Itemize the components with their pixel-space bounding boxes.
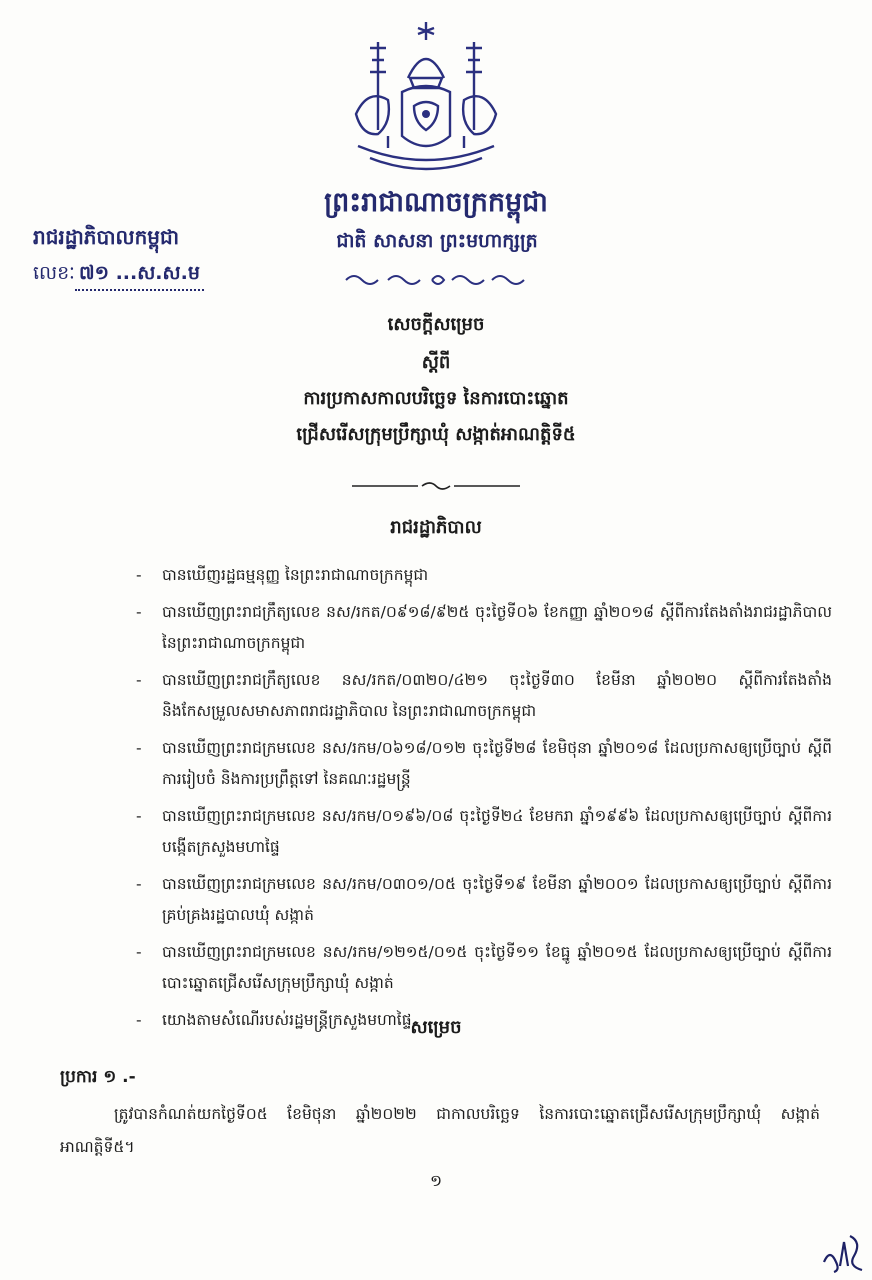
document-title-line-2: ជ្រើសរើសក្រុមប្រឹក្សាឃុំ សង្កាត់អាណត្តិទី៥ (296, 424, 576, 445)
page-number: ១ (429, 1171, 443, 1190)
government-name: រាជរដ្ឋាភិបាលកម្ពុជា (33, 225, 179, 249)
list-item: - បានឃើញព្រះរាជក្រមលេខ នស/រកម/០៣០១/០៥ ចុះថ្ងៃទី១៩ ខែមីនា ឆ្នាំ២០០១ ដែលប្រកាសឲ្យប្រើច្បាប់ ស្តីពីការគ្រប់គ្រងរដ្ឋបាលឃុំ សង្កាត់ (136, 875, 832, 924)
issuer-heading: រាជរដ្ឋាភិបាល (390, 517, 482, 538)
document-number-value: ៧១ ...ស.ស.ម (75, 261, 204, 291)
list-item: - បានឃើញព្រះរាជក្រឹត្យលេខ នស/រកត/០៣២០/៤២១ ចុះថ្ងៃទី៣០ ខែមីនា ឆ្នាំ២០២០ ស្តីពីការតែងតាំង និងកែសម្រួលសមាសភាពរាជរដ្ឋាភិបាល នៃព្រះរាជាណាចក្រកម្ពុជា (136, 671, 832, 720)
considerations-list (132, 560, 832, 1042)
document-title-line-1: ការប្រកាសកាលបរិច្ឆេទ នៃការបោះឆ្នោត (303, 388, 569, 409)
document-type: សេចក្តីសម្រេច (387, 314, 485, 335)
list-item: - បានឃើញព្រះរាជក្រមលេខ នស/រកម/១២១៥/០១៥ ចុះថ្ងៃទី១១ ខែធ្នូ ឆ្នាំ២០១៥ ដែលប្រកាសឲ្យប្រើច្បាប់ ស្តីពីការបោះឆ្នោតជ្រើសរើសក្រុមប្រឹក្សាឃុំ សង្កាត់ (136, 943, 832, 992)
national-motto: ជាតិ សាសនា ព្រះមហាក្សត្រ (336, 230, 538, 252)
article-body: ត្រូវបានកំណត់យកថ្ងៃទី០៥ ខែមិថុនា ឆ្នាំ២០២២ ជាកាលបរិច្ឆេទ នៃការបោះឆ្នោតជ្រើសរើសក្រុមប្រឹក្សាឃុំ សង្កាត់អាណត្តិទី៥។ (60, 1105, 820, 1156)
document-number-label: លេខៈ (33, 262, 75, 284)
article-heading: ប្រការ ១ .- (60, 1067, 136, 1087)
list-item: - បានឃើញព្រះរាជក្រឹត្យលេខ នស/រកត/០៩១៨/៩២៥ ចុះថ្ងៃទី០៦ ខែកញ្ញា ឆ្នាំ២០១៨ ស្តីពីការតែងតាំងរាជរដ្ឋាភិបាល នៃព្រះរាជាណាចក្រកម្ពុជា (136, 603, 832, 652)
ornament-divider (340, 268, 530, 290)
document-number (33, 261, 204, 291)
royal-coat-of-arms-icon (348, 18, 504, 178)
signature-mark (818, 1222, 868, 1276)
list-item: - បានឃើញព្រះរាជក្រមលេខ នស/រកម/០១៩៦/០៨ ចុះថ្ងៃទី២៤ ខែមករា ឆ្នាំ១៩៩៦ ដែលប្រកាសឲ្យប្រើច្បាប់ ស្តីពីការបង្កើតក្រសួងមហាផ្ទៃ (136, 807, 832, 856)
decision-heading: សម្រេច (410, 1017, 462, 1038)
list-item: - បានឃើញរដ្ឋធម្មនុញ្ញ នៃព្រះរាជាណាចក្រកម្ពុជា (136, 566, 429, 584)
title-divider (348, 478, 524, 494)
list-item: - យោងតាមសំណើរបស់រដ្ឋមន្ត្រីក្រសួងមហាផ្ទៃ (136, 1011, 412, 1029)
kingdom-name: ព្រះរាជាណាចក្រកម្ពុជា (324, 187, 548, 218)
document-about: ស្តីពី (421, 352, 451, 373)
list-item: - បានឃើញព្រះរាជក្រមលេខ នស/រកម/០៦១៨/០១២ ចុះថ្ងៃទី២៨ ខែមិថុនា ឆ្នាំ២០១៨ ដែលប្រកាសឲ្យប្រើច្បាប់ ស្តីពីការរៀបចំ និងការប្រព្រឹត្តទៅ នៃគណៈរដ្ឋមន្ត្រី (136, 739, 832, 788)
